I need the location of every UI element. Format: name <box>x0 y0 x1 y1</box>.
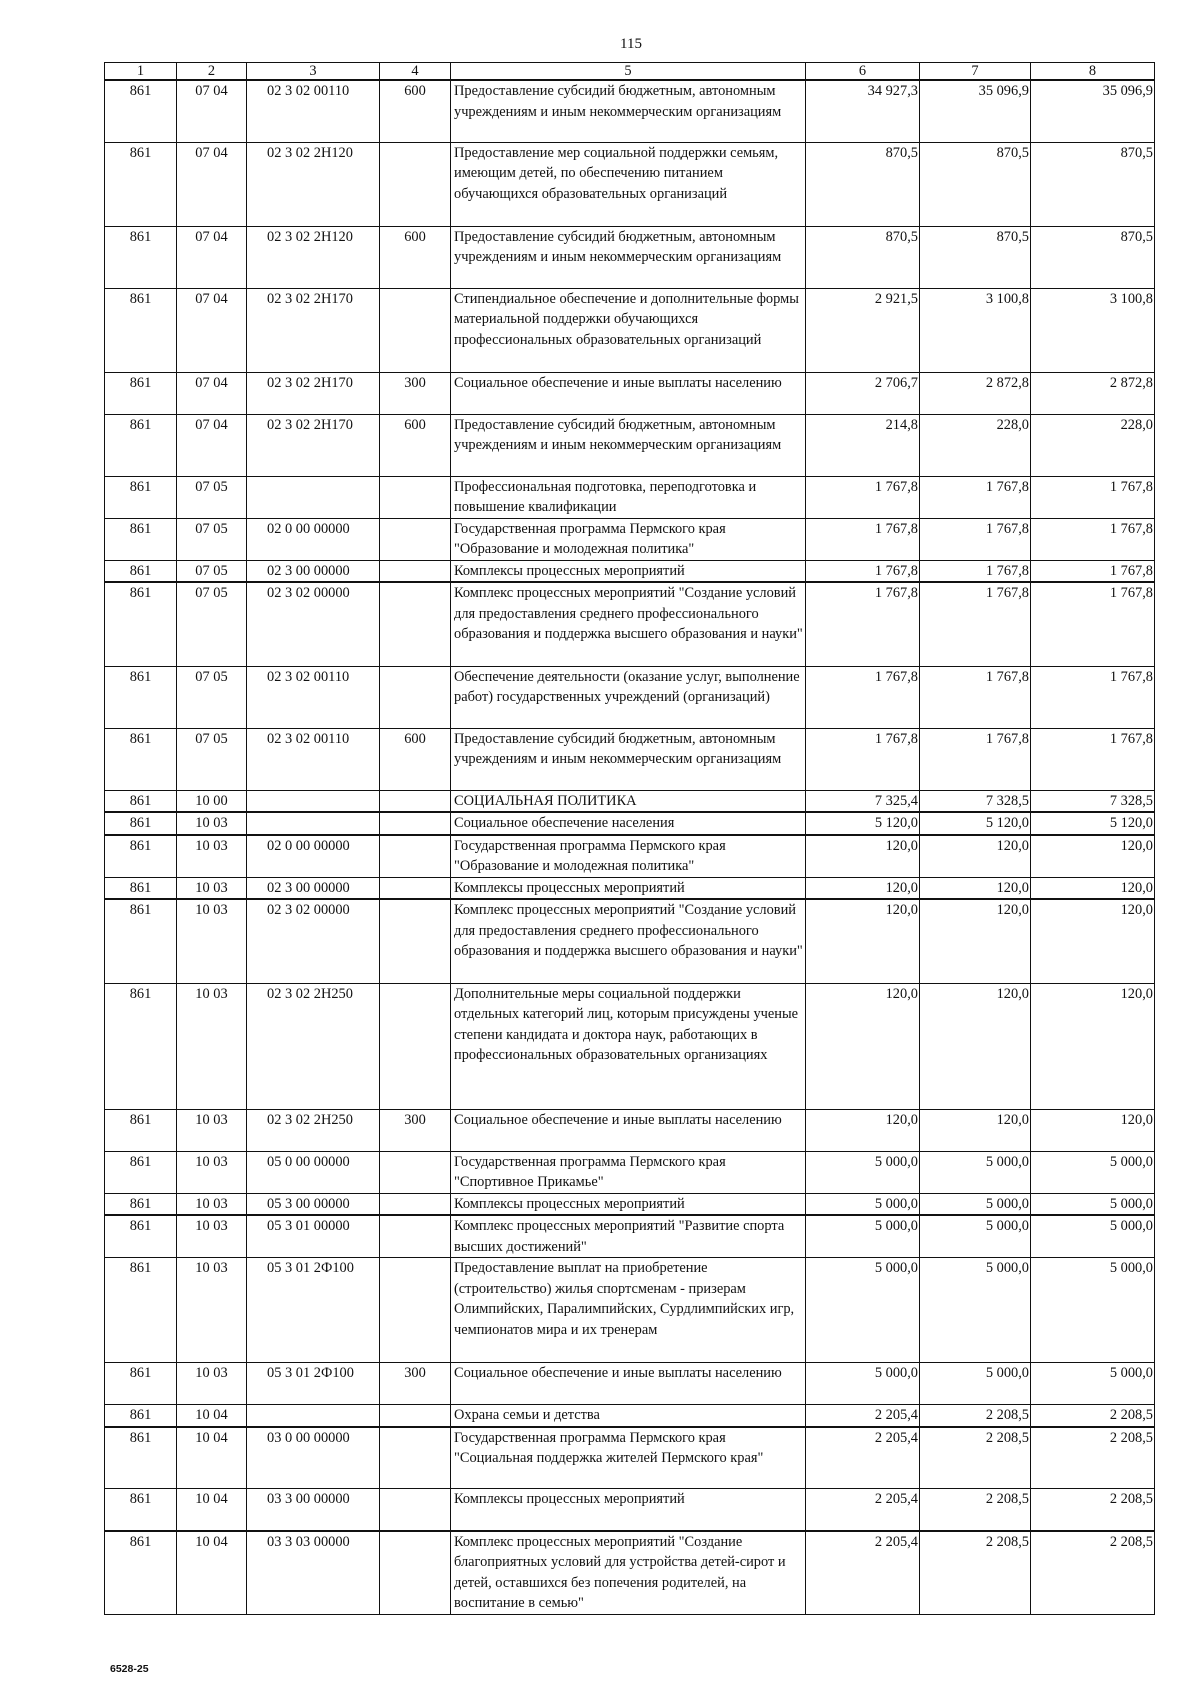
amount-col-8: 7 328,5 <box>1031 790 1155 812</box>
table-row <box>105 1363 1155 1405</box>
section-code: 07 04 <box>177 142 247 226</box>
budget-org-code: 861 <box>105 666 177 728</box>
table-body <box>105 80 1155 1615</box>
budget-org-code: 861 <box>105 1427 177 1489</box>
section-code: 07 04 <box>177 372 247 414</box>
target-article-code: 02 3 02 00110 <box>247 666 380 728</box>
expense-type-code <box>380 476 451 518</box>
budget-org-code: 861 <box>105 414 177 476</box>
amount-col-7: 5 000,0 <box>920 1215 1031 1258</box>
item-description: Комплексы процессных мероприятий <box>451 877 806 899</box>
target-article-code: 02 3 02 00000 <box>247 899 380 983</box>
amount-col-8: 120,0 <box>1031 835 1155 878</box>
amount-col-7: 120,0 <box>920 899 1031 983</box>
amount-col-8: 1 767,8 <box>1031 476 1155 518</box>
amount-col-6: 2 205,4 <box>806 1427 920 1489</box>
section-code: 07 05 <box>177 666 247 728</box>
table-row <box>105 582 1155 666</box>
expense-type-code <box>380 983 451 1109</box>
amount-col-8: 1 767,8 <box>1031 728 1155 790</box>
target-article-code: 02 3 02 2Н170 <box>247 288 380 372</box>
amount-col-6: 120,0 <box>806 899 920 983</box>
table-row <box>105 899 1155 983</box>
expense-type-code: 300 <box>380 1109 451 1151</box>
amount-col-7: 2 208,5 <box>920 1531 1031 1615</box>
section-code: 07 05 <box>177 518 247 560</box>
section-code: 10 03 <box>177 877 247 899</box>
expense-type-code <box>380 1405 451 1427</box>
amount-col-7: 120,0 <box>920 1109 1031 1151</box>
expense-type-code: 600 <box>380 414 451 476</box>
amount-col-6: 120,0 <box>806 835 920 878</box>
table-row <box>105 476 1155 518</box>
expense-type-code <box>380 835 451 878</box>
section-code: 07 04 <box>177 414 247 476</box>
amount-col-6: 1 767,8 <box>806 560 920 582</box>
budget-org-code: 861 <box>105 288 177 372</box>
column-header: 1 <box>105 63 177 81</box>
section-code: 07 04 <box>177 288 247 372</box>
amount-col-6: 5 000,0 <box>806 1363 920 1405</box>
expense-type-code <box>380 582 451 666</box>
section-code: 10 03 <box>177 1363 247 1405</box>
amount-col-7: 120,0 <box>920 877 1031 899</box>
budget-org-code: 861 <box>105 1151 177 1193</box>
amount-col-7: 2 208,5 <box>920 1427 1031 1489</box>
expense-type-code: 600 <box>380 728 451 790</box>
item-description: Социальное обеспечение и иные выплаты населению <box>451 372 806 414</box>
amount-col-7: 870,5 <box>920 142 1031 226</box>
item-description: Комплекс процессных мероприятий "Создание условий для предоставления среднего профессионального образования и поддержка высшего образования и науки" <box>451 899 806 983</box>
amount-col-7: 2 872,8 <box>920 372 1031 414</box>
amount-col-7: 1 767,8 <box>920 518 1031 560</box>
budget-org-code: 861 <box>105 1215 177 1258</box>
header-row <box>105 63 1155 81</box>
target-article-code <box>247 812 380 835</box>
section-code: 07 05 <box>177 476 247 518</box>
amount-col-6: 7 325,4 <box>806 790 920 812</box>
table-row <box>105 414 1155 476</box>
table-row <box>105 560 1155 582</box>
budget-org-code: 861 <box>105 1363 177 1405</box>
target-article-code: 05 0 00 00000 <box>247 1151 380 1193</box>
amount-col-6: 870,5 <box>806 142 920 226</box>
expense-type-code: 300 <box>380 1363 451 1405</box>
amount-col-7: 7 328,5 <box>920 790 1031 812</box>
item-description: Стипендиальное обеспечение и дополнительные формы материальной поддержки обучающихся профессиональных образовательных организаций <box>451 288 806 372</box>
amount-col-6: 1 767,8 <box>806 666 920 728</box>
amount-col-6: 120,0 <box>806 877 920 899</box>
item-description: Предоставление выплат на приобретение (строительство) жилья спортсменам - призерам Олимпийских, Паралимпийских, Сурдлимпийских игр, чемпионатов мира и их тренерам <box>451 1258 806 1363</box>
section-code: 10 03 <box>177 1193 247 1215</box>
amount-col-7: 5 000,0 <box>920 1363 1031 1405</box>
target-article-code: 02 3 02 2Н120 <box>247 226 380 288</box>
table-row <box>105 518 1155 560</box>
item-description: СОЦИАЛЬНАЯ ПОЛИТИКА <box>451 790 806 812</box>
target-article-code: 02 3 00 00000 <box>247 877 380 899</box>
column-header: 5 <box>451 63 806 81</box>
amount-col-8: 35 096,9 <box>1031 80 1155 142</box>
item-description: Предоставление субсидий бюджетным, автономным учреждениям и иным некоммерческим организациям <box>451 226 806 288</box>
table-row <box>105 1258 1155 1363</box>
expense-type-code: 600 <box>380 226 451 288</box>
table-row <box>105 1489 1155 1531</box>
item-description: Государственная программа Пермского края "Спортивное Прикамье" <box>451 1151 806 1193</box>
expense-type-code: 300 <box>380 372 451 414</box>
table-row <box>105 877 1155 899</box>
expense-type-code <box>380 1151 451 1193</box>
amount-col-6: 120,0 <box>806 1109 920 1151</box>
amount-col-8: 228,0 <box>1031 414 1155 476</box>
target-article-code: 03 3 03 00000 <box>247 1531 380 1615</box>
target-article-code: 03 0 00 00000 <box>247 1427 380 1489</box>
amount-col-8: 120,0 <box>1031 877 1155 899</box>
amount-col-8: 1 767,8 <box>1031 582 1155 666</box>
amount-col-6: 2 205,4 <box>806 1489 920 1531</box>
item-description: Охрана семьи и детства <box>451 1405 806 1427</box>
table-row <box>105 1531 1155 1615</box>
amount-col-6: 5 000,0 <box>806 1193 920 1215</box>
budget-org-code: 861 <box>105 1405 177 1427</box>
section-code: 07 04 <box>177 80 247 142</box>
item-description: Обеспечение деятельности (оказание услуг, выполнение работ) государственных учреждений (организаций) <box>451 666 806 728</box>
amount-col-7: 5 000,0 <box>920 1151 1031 1193</box>
item-description: Предоставление субсидий бюджетным, автономным учреждениям и иным некоммерческим организациям <box>451 728 806 790</box>
expense-type-code <box>380 877 451 899</box>
amount-col-8: 1 767,8 <box>1031 560 1155 582</box>
table-row <box>105 835 1155 878</box>
amount-col-7: 870,5 <box>920 226 1031 288</box>
amount-col-8: 120,0 <box>1031 899 1155 983</box>
table-row <box>105 142 1155 226</box>
amount-col-6: 870,5 <box>806 226 920 288</box>
budget-org-code: 861 <box>105 476 177 518</box>
budget-org-code: 861 <box>105 560 177 582</box>
table-row <box>105 812 1155 835</box>
table-row <box>105 1151 1155 1193</box>
expense-type-code <box>380 1427 451 1489</box>
amount-col-6: 5 000,0 <box>806 1151 920 1193</box>
target-article-code <box>247 476 380 518</box>
item-description: Комплекс процессных мероприятий "Развитие спорта высших достижений" <box>451 1215 806 1258</box>
column-header: 2 <box>177 63 247 81</box>
table-row <box>105 288 1155 372</box>
target-article-code: 02 3 02 2Н250 <box>247 1109 380 1151</box>
expense-type-code <box>380 142 451 226</box>
amount-col-7: 1 767,8 <box>920 666 1031 728</box>
amount-col-6: 5 000,0 <box>806 1215 920 1258</box>
amount-col-7: 1 767,8 <box>920 476 1031 518</box>
amount-col-8: 2 208,5 <box>1031 1489 1155 1531</box>
budget-org-code: 861 <box>105 983 177 1109</box>
amount-col-7: 2 208,5 <box>920 1405 1031 1427</box>
amount-col-7: 5 120,0 <box>920 812 1031 835</box>
amount-col-6: 2 205,4 <box>806 1405 920 1427</box>
expense-type-code <box>380 560 451 582</box>
item-description: Комплексы процессных мероприятий <box>451 1489 806 1531</box>
target-article-code: 03 3 00 00000 <box>247 1489 380 1531</box>
amount-col-6: 2 706,7 <box>806 372 920 414</box>
table-row <box>105 372 1155 414</box>
budget-org-code: 861 <box>105 372 177 414</box>
column-header: 7 <box>920 63 1031 81</box>
target-article-code: 02 3 02 2Н120 <box>247 142 380 226</box>
column-header: 8 <box>1031 63 1155 81</box>
expense-type-code <box>380 666 451 728</box>
amount-col-7: 1 767,8 <box>920 728 1031 790</box>
item-description: Государственная программа Пермского края "Социальная поддержка жителей Пермского края" <box>451 1427 806 1489</box>
amount-col-8: 5 000,0 <box>1031 1363 1155 1405</box>
amount-col-6: 2 921,5 <box>806 288 920 372</box>
amount-col-7: 228,0 <box>920 414 1031 476</box>
item-description: Социальное обеспечение населения <box>451 812 806 835</box>
section-code: 10 00 <box>177 790 247 812</box>
target-article-code: 02 3 02 2Н250 <box>247 983 380 1109</box>
section-code: 07 04 <box>177 226 247 288</box>
amount-col-6: 120,0 <box>806 983 920 1109</box>
amount-col-8: 120,0 <box>1031 1109 1155 1151</box>
target-article-code: 05 3 01 00000 <box>247 1215 380 1258</box>
item-description: Социальное обеспечение и иные выплаты населению <box>451 1363 806 1405</box>
budget-org-code: 861 <box>105 1531 177 1615</box>
column-header: 3 <box>247 63 380 81</box>
section-code: 10 04 <box>177 1427 247 1489</box>
table-row <box>105 1193 1155 1215</box>
target-article-code: 02 3 02 2Н170 <box>247 414 380 476</box>
expense-type-code <box>380 1193 451 1215</box>
table-row <box>105 226 1155 288</box>
section-code: 10 03 <box>177 983 247 1109</box>
expense-type-code <box>380 790 451 812</box>
target-article-code: 02 0 00 00000 <box>247 518 380 560</box>
item-description: Государственная программа Пермского края "Образование и молодежная политика" <box>451 518 806 560</box>
item-description: Социальное обеспечение и иные выплаты населению <box>451 1109 806 1151</box>
amount-col-8: 2 872,8 <box>1031 372 1155 414</box>
amount-col-6: 214,8 <box>806 414 920 476</box>
amount-col-7: 2 208,5 <box>920 1489 1031 1531</box>
amount-col-8: 2 208,5 <box>1031 1427 1155 1489</box>
amount-col-8: 5 000,0 <box>1031 1193 1155 1215</box>
budget-org-code: 861 <box>105 142 177 226</box>
budget-org-code: 861 <box>105 226 177 288</box>
section-code: 10 03 <box>177 835 247 878</box>
amount-col-6: 5 000,0 <box>806 1258 920 1363</box>
expense-type-code <box>380 288 451 372</box>
expense-type-code: 600 <box>380 80 451 142</box>
section-code: 10 04 <box>177 1405 247 1427</box>
table-row <box>105 80 1155 142</box>
target-article-code <box>247 790 380 812</box>
amount-col-8: 5 120,0 <box>1031 812 1155 835</box>
item-description: Государственная программа Пермского края "Образование и молодежная политика" <box>451 835 806 878</box>
budget-org-code: 861 <box>105 1109 177 1151</box>
item-description: Профессиональная подготовка, переподготовка и повышение квалификации <box>451 476 806 518</box>
budget-org-code: 861 <box>105 80 177 142</box>
amount-col-8: 5 000,0 <box>1031 1151 1155 1193</box>
expense-type-code <box>380 1489 451 1531</box>
item-description: Комплекс процессных мероприятий "Создание благоприятных условий для устройства детей-сирот и детей, оставшихся без попечения родителей, на воспитание в семью" <box>451 1531 806 1615</box>
target-article-code: 02 3 00 00000 <box>247 560 380 582</box>
item-description: Предоставление субсидий бюджетным, автономным учреждениям и иным некоммерческим организациям <box>451 414 806 476</box>
section-code: 10 03 <box>177 899 247 983</box>
budget-org-code: 861 <box>105 835 177 878</box>
budget-org-code: 861 <box>105 1489 177 1531</box>
amount-col-6: 34 927,3 <box>806 80 920 142</box>
budget-org-code: 861 <box>105 877 177 899</box>
table-row <box>105 1215 1155 1258</box>
section-code: 10 03 <box>177 1109 247 1151</box>
amount-col-6: 1 767,8 <box>806 518 920 560</box>
amount-col-8: 2 208,5 <box>1031 1405 1155 1427</box>
amount-col-6: 5 120,0 <box>806 812 920 835</box>
budget-org-code: 861 <box>105 790 177 812</box>
budget-org-code: 861 <box>105 899 177 983</box>
item-description: Комплекс процессных мероприятий "Создание условий для предоставления среднего профессионального образования и поддержка высшего образования и науки" <box>451 582 806 666</box>
amount-col-7: 1 767,8 <box>920 582 1031 666</box>
amount-col-6: 1 767,8 <box>806 582 920 666</box>
target-article-code: 02 3 02 00000 <box>247 582 380 666</box>
item-description: Комплексы процессных мероприятий <box>451 1193 806 1215</box>
amount-col-8: 5 000,0 <box>1031 1258 1155 1363</box>
amount-col-7: 120,0 <box>920 983 1031 1109</box>
target-article-code: 02 3 02 2Н170 <box>247 372 380 414</box>
amount-col-8: 870,5 <box>1031 226 1155 288</box>
expense-type-code <box>380 1258 451 1363</box>
amount-col-8: 2 208,5 <box>1031 1531 1155 1615</box>
expense-type-code <box>380 1531 451 1615</box>
item-description: Комплексы процессных мероприятий <box>451 560 806 582</box>
footer-code: 6528-25 <box>110 1663 149 1675</box>
section-code: 10 03 <box>177 1151 247 1193</box>
budget-org-code: 861 <box>105 812 177 835</box>
budget-org-code: 861 <box>105 728 177 790</box>
section-code: 07 05 <box>177 582 247 666</box>
amount-col-8: 5 000,0 <box>1031 1215 1155 1258</box>
target-article-code: 05 3 00 00000 <box>247 1193 380 1215</box>
section-code: 10 04 <box>177 1531 247 1615</box>
target-article-code: 05 3 01 2Ф100 <box>247 1258 380 1363</box>
column-header: 4 <box>380 63 451 81</box>
page-number: 115 <box>620 36 642 52</box>
amount-col-7: 3 100,8 <box>920 288 1031 372</box>
table-row <box>105 1405 1155 1427</box>
amount-col-7: 35 096,9 <box>920 80 1031 142</box>
column-header: 6 <box>806 63 920 81</box>
target-article-code: 02 3 02 00110 <box>247 80 380 142</box>
budget-org-code: 861 <box>105 518 177 560</box>
item-description: Дополнительные меры социальной поддержки отдельных категорий лиц, которым присуждены ученые степени кандидата и доктора наук, работающих в профессиональных образовательных организациях <box>451 983 806 1109</box>
expense-type-code <box>380 899 451 983</box>
expense-type-code <box>380 812 451 835</box>
target-article-code: 02 3 02 00110 <box>247 728 380 790</box>
table-row <box>105 728 1155 790</box>
section-code: 10 03 <box>177 812 247 835</box>
table-row <box>105 1109 1155 1151</box>
amount-col-6: 2 205,4 <box>806 1531 920 1615</box>
amount-col-7: 120,0 <box>920 835 1031 878</box>
amount-col-7: 5 000,0 <box>920 1193 1031 1215</box>
amount-col-6: 1 767,8 <box>806 476 920 518</box>
section-code: 10 03 <box>177 1258 247 1363</box>
budget-org-code: 861 <box>105 582 177 666</box>
section-code: 10 04 <box>177 1489 247 1531</box>
item-description: Предоставление мер социальной поддержки семьям, имеющим детей, по обеспечению питанием обучающихся образовательных организаций <box>451 142 806 226</box>
expense-type-code <box>380 518 451 560</box>
section-code: 10 03 <box>177 1215 247 1258</box>
table-row <box>105 790 1155 812</box>
amount-col-7: 1 767,8 <box>920 560 1031 582</box>
budget-org-code: 861 <box>105 1193 177 1215</box>
table-row <box>105 1427 1155 1489</box>
amount-col-8: 870,5 <box>1031 142 1155 226</box>
section-code: 07 05 <box>177 560 247 582</box>
budget-table <box>104 62 1155 1615</box>
expense-type-code <box>380 1215 451 1258</box>
target-article-code: 02 0 00 00000 <box>247 835 380 878</box>
target-article-code <box>247 1405 380 1427</box>
budget-org-code: 861 <box>105 1258 177 1363</box>
section-code: 07 05 <box>177 728 247 790</box>
amount-col-8: 1 767,8 <box>1031 518 1155 560</box>
target-article-code: 05 3 01 2Ф100 <box>247 1363 380 1405</box>
item-description: Предоставление субсидий бюджетным, автономным учреждениям и иным некоммерческим организациям <box>451 80 806 142</box>
amount-col-8: 3 100,8 <box>1031 288 1155 372</box>
table-row <box>105 666 1155 728</box>
amount-col-8: 120,0 <box>1031 983 1155 1109</box>
amount-col-6: 1 767,8 <box>806 728 920 790</box>
amount-col-8: 1 767,8 <box>1031 666 1155 728</box>
table-row <box>105 983 1155 1109</box>
amount-col-7: 5 000,0 <box>920 1258 1031 1363</box>
